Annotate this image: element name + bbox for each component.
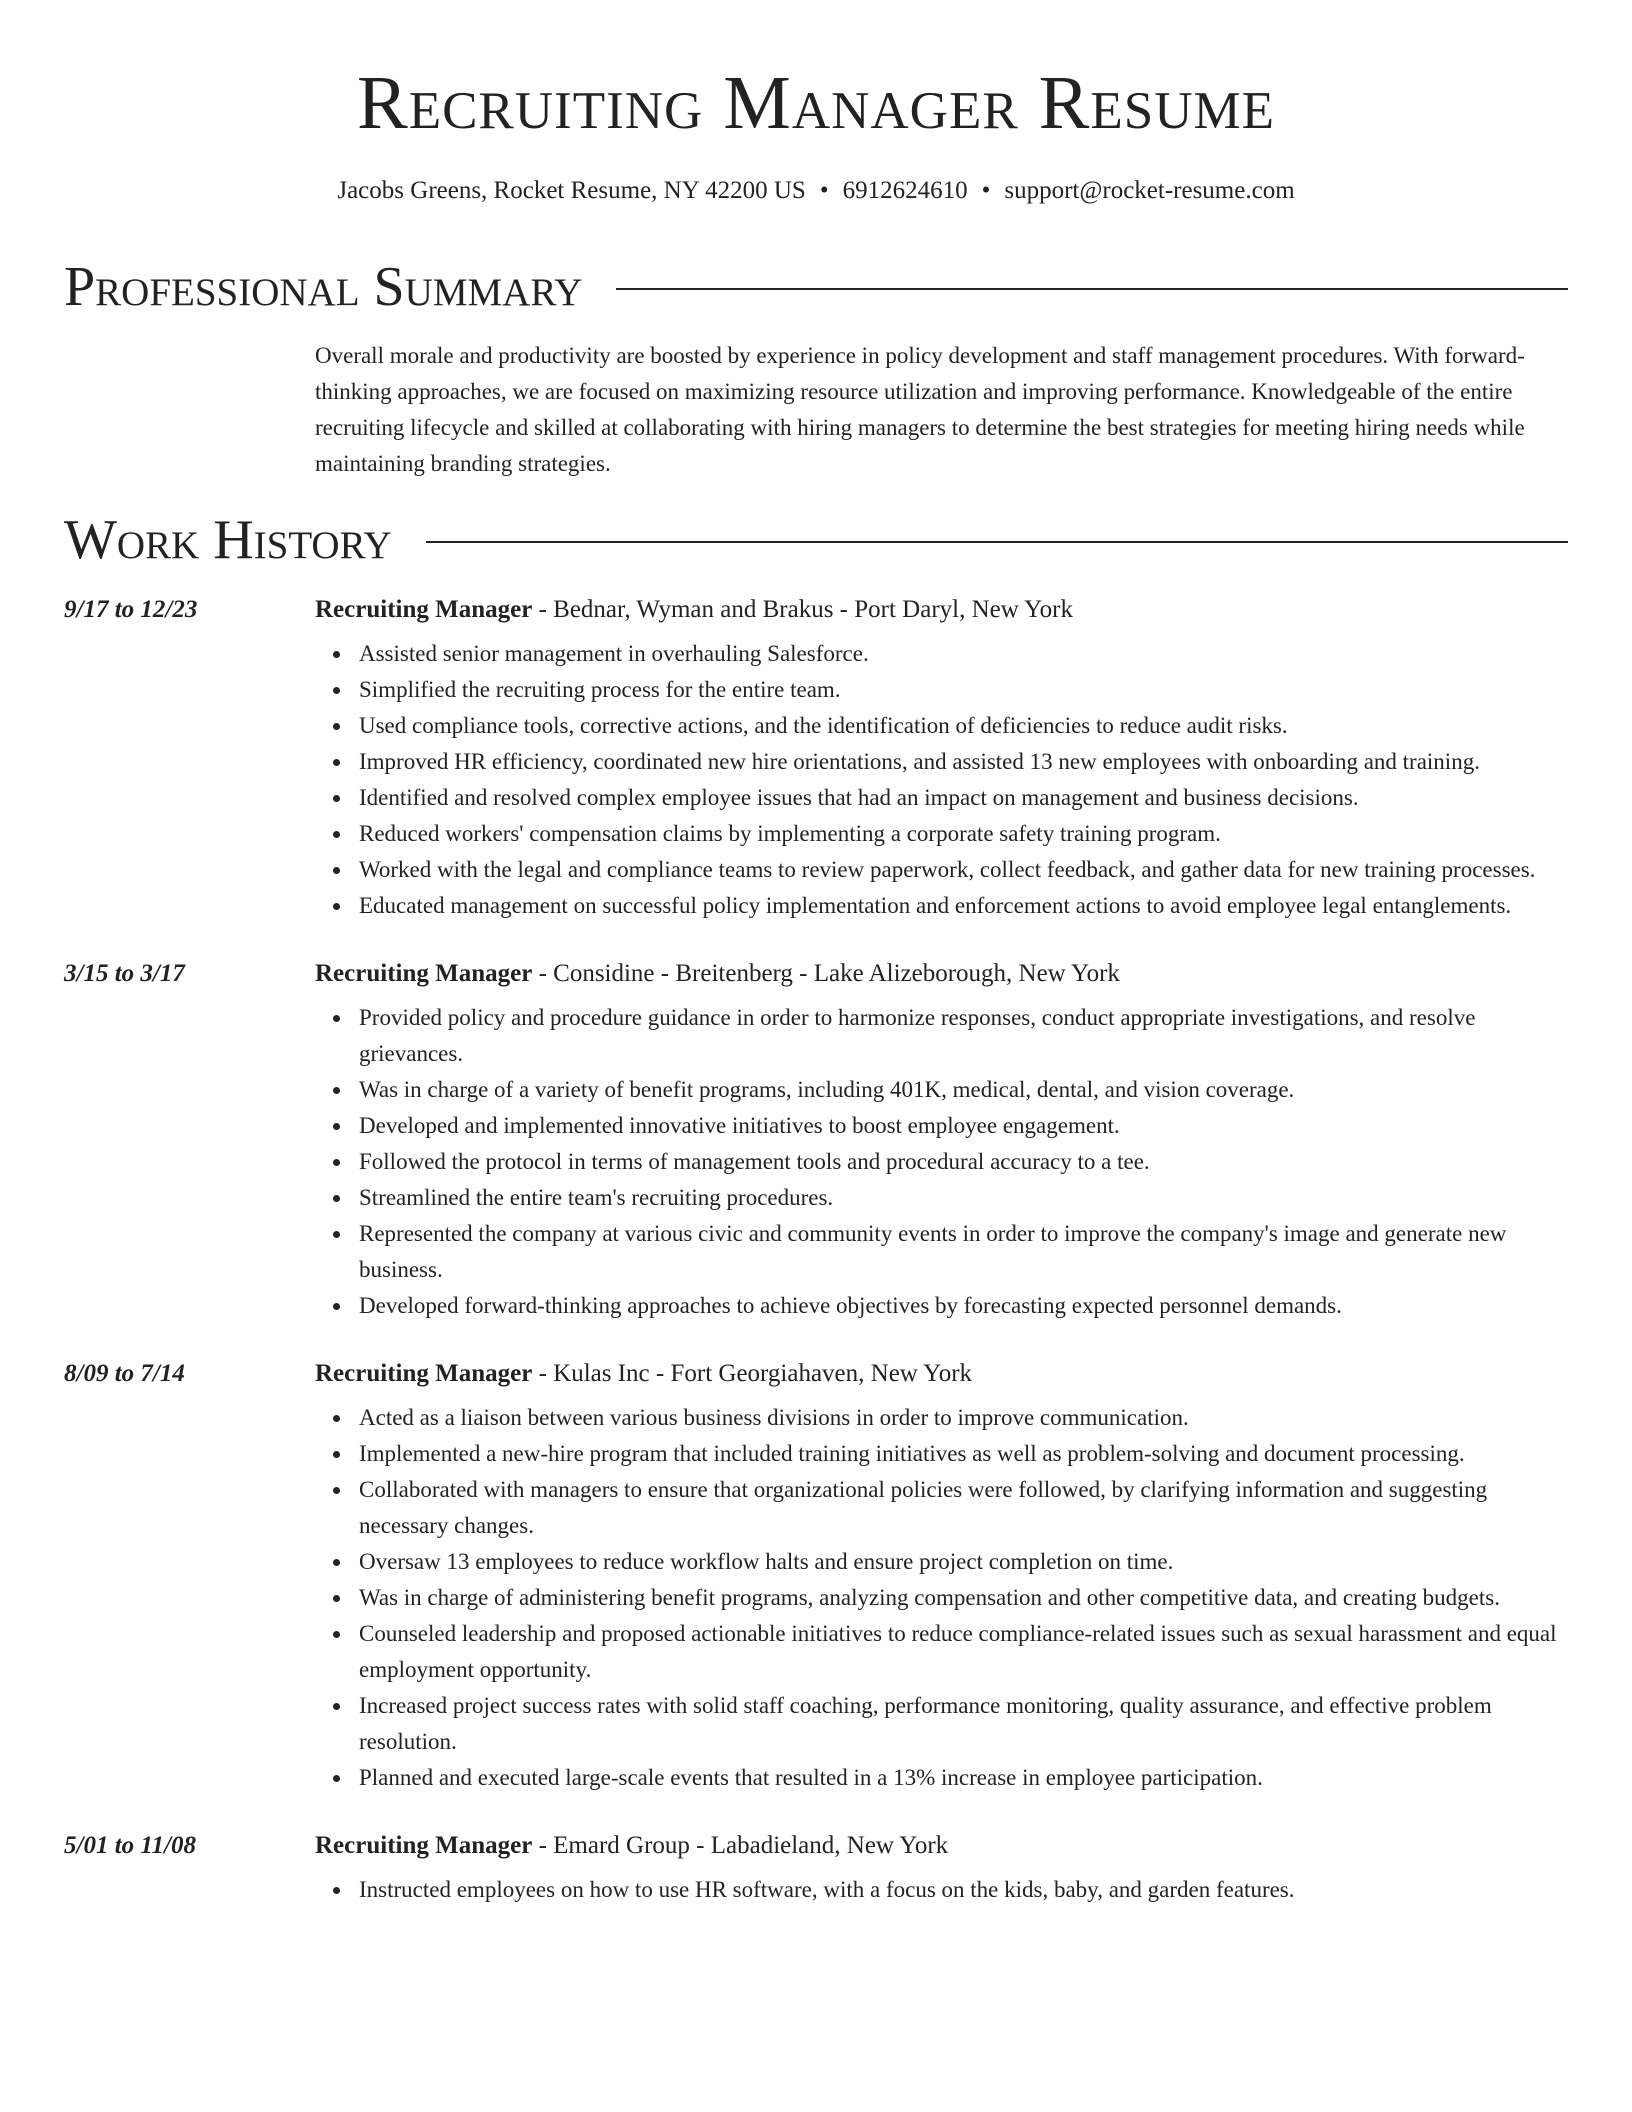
job-bullet: Provided policy and procedure guidance in order to harmonize responses, conduct appropriate investigations, and resolve grievances.	[359, 1000, 1568, 1072]
work-history-section-header	[64, 508, 1568, 572]
contact-separator: •	[819, 177, 829, 204]
job-bullet: Increased project success rates with solid staff coaching, performance monitoring, quality assurance, and effective problem resolution.	[359, 1688, 1568, 1760]
job-bullet: Was in charge of administering benefit programs, analyzing compensation and other competitive data, and creating budgets.	[359, 1580, 1568, 1616]
summary-heading: Professional Summary	[64, 256, 583, 318]
job-body	[315, 1826, 1568, 1908]
job-bullet: Acted as a liaison between various business divisions in order to improve communication.	[359, 1400, 1568, 1436]
job-body	[315, 954, 1568, 1324]
job-bullet: Represented the company at various civic and community events in order to improve the company's image and generate new business.	[359, 1216, 1568, 1288]
job-role: Recruiting Manager	[315, 596, 533, 623]
job-bullet: Educated management on successful policy implementation and enforcement actions to avoid employee legal entanglements.	[359, 888, 1568, 924]
job-bullet: Reduced workers' compensation claims by implementing a corporate safety training program.	[359, 816, 1568, 852]
summary-section-header	[64, 255, 1568, 319]
contact-email: support@rocket-resume.com	[1004, 177, 1295, 204]
job-bullet: Streamlined the entire team's recruiting procedures.	[359, 1180, 1568, 1216]
job-body	[315, 590, 1568, 924]
work-history-list	[64, 590, 1568, 1938]
job-role: Recruiting Manager	[315, 1360, 533, 1387]
work-history-heading: Work History	[64, 509, 392, 571]
job-body	[315, 1354, 1568, 1796]
section-divider	[616, 288, 1568, 290]
job-bullet: Followed the protocol in terms of management tools and procedural accuracy to a tee.	[359, 1144, 1568, 1180]
job-role: Recruiting Manager	[315, 1832, 533, 1859]
job-bullet-list	[315, 1400, 1568, 1796]
job-entry	[64, 590, 1568, 924]
job-bullet: Counseled leadership and proposed actionable initiatives to reduce compliance-related issues such as sexual harassment and equal employment opportunity.	[359, 1616, 1568, 1688]
contact-separator: •	[981, 177, 991, 204]
job-bullet-list	[315, 636, 1568, 924]
job-bullet: Simplified the recruiting process for the entire team.	[359, 672, 1568, 708]
job-company-location: - Bednar, Wyman and Brakus - Port Daryl, New York	[532, 596, 1074, 623]
job-bullet: Developed and implemented innovative initiatives to boost employee engagement.	[359, 1108, 1568, 1144]
contact-address: Jacobs Greens, Rocket Resume, NY 42200 US	[337, 177, 806, 204]
contact-line	[0, 174, 1632, 208]
contact-phone: 6912624610	[842, 177, 968, 204]
job-dates: 8/09 to 7/14	[64, 1360, 185, 1387]
job-bullet: Improved HR efficiency, coordinated new hire orientations, and assisted 13 new employees with onboarding and training.	[359, 744, 1568, 780]
job-bullet: Assisted senior management in overhauling Salesforce.	[359, 636, 1568, 672]
job-bullet: Worked with the legal and compliance teams to review paperwork, collect feedback, and gather data for new training processes.	[359, 852, 1568, 888]
job-entry	[64, 954, 1568, 1324]
section-divider	[426, 541, 1568, 543]
job-bullet: Implemented a new-hire program that included training initiatives as well as problem-solving and document processing.	[359, 1436, 1568, 1472]
job-title-line	[315, 954, 1568, 994]
job-dates: 9/17 to 12/23	[64, 596, 198, 623]
job-entry	[64, 1354, 1568, 1796]
job-dates: 3/15 to 3/17	[64, 960, 185, 987]
job-bullet: Developed forward-thinking approaches to achieve objectives by forecasting expected personnel demands.	[359, 1288, 1568, 1324]
job-role: Recruiting Manager	[315, 960, 533, 987]
job-title-line	[315, 1826, 1568, 1866]
job-bullet: Collaborated with managers to ensure that organizational policies were followed, by clarifying information and suggesting necessary changes.	[359, 1472, 1568, 1544]
resume-title: Recruiting Manager Resume	[357, 61, 1275, 145]
job-company-location: - Emard Group - Labadieland, New York	[532, 1832, 949, 1859]
job-bullet: Identified and resolved complex employee issues that had an impact on management and business decisions.	[359, 780, 1568, 816]
job-bullet: Planned and executed large-scale events that resulted in a 13% increase in employee participation.	[359, 1760, 1568, 1796]
job-entry	[64, 1826, 1568, 1908]
job-bullet: Instructed employees on how to use HR software, with a focus on the kids, baby, and garden features.	[359, 1872, 1568, 1908]
job-company-location: - Kulas Inc - Fort Georgiahaven, New York	[532, 1360, 973, 1387]
job-dates: 5/01 to 11/08	[64, 1832, 196, 1859]
job-bullet-list	[315, 1872, 1568, 1908]
job-title-line	[315, 1354, 1568, 1394]
summary-text: Overall morale and productivity are boosted by experience in policy development and staff management procedures. With forward-thinking approaches, we are focused on maximizing resource utilization and improving performance. Knowledgeable of the entire recruiting lifecycle and skilled at collaborating with hiring managers to determine the best strategies for meeting hiring needs while maintaining branding strategies.	[315, 343, 1525, 476]
job-company-location: - Considine - Breitenberg - Lake Alizeborough, New York	[532, 960, 1120, 987]
job-bullet-list	[315, 1000, 1568, 1324]
job-bullet: Oversaw 13 employees to reduce workflow halts and ensure project completion on time.	[359, 1544, 1568, 1580]
job-bullet: Was in charge of a variety of benefit programs, including 401K, medical, dental, and vision coverage.	[359, 1072, 1568, 1108]
job-bullet: Used compliance tools, corrective actions, and the identification of deficiencies to reduce audit risks.	[359, 708, 1568, 744]
job-title-line	[315, 590, 1568, 630]
